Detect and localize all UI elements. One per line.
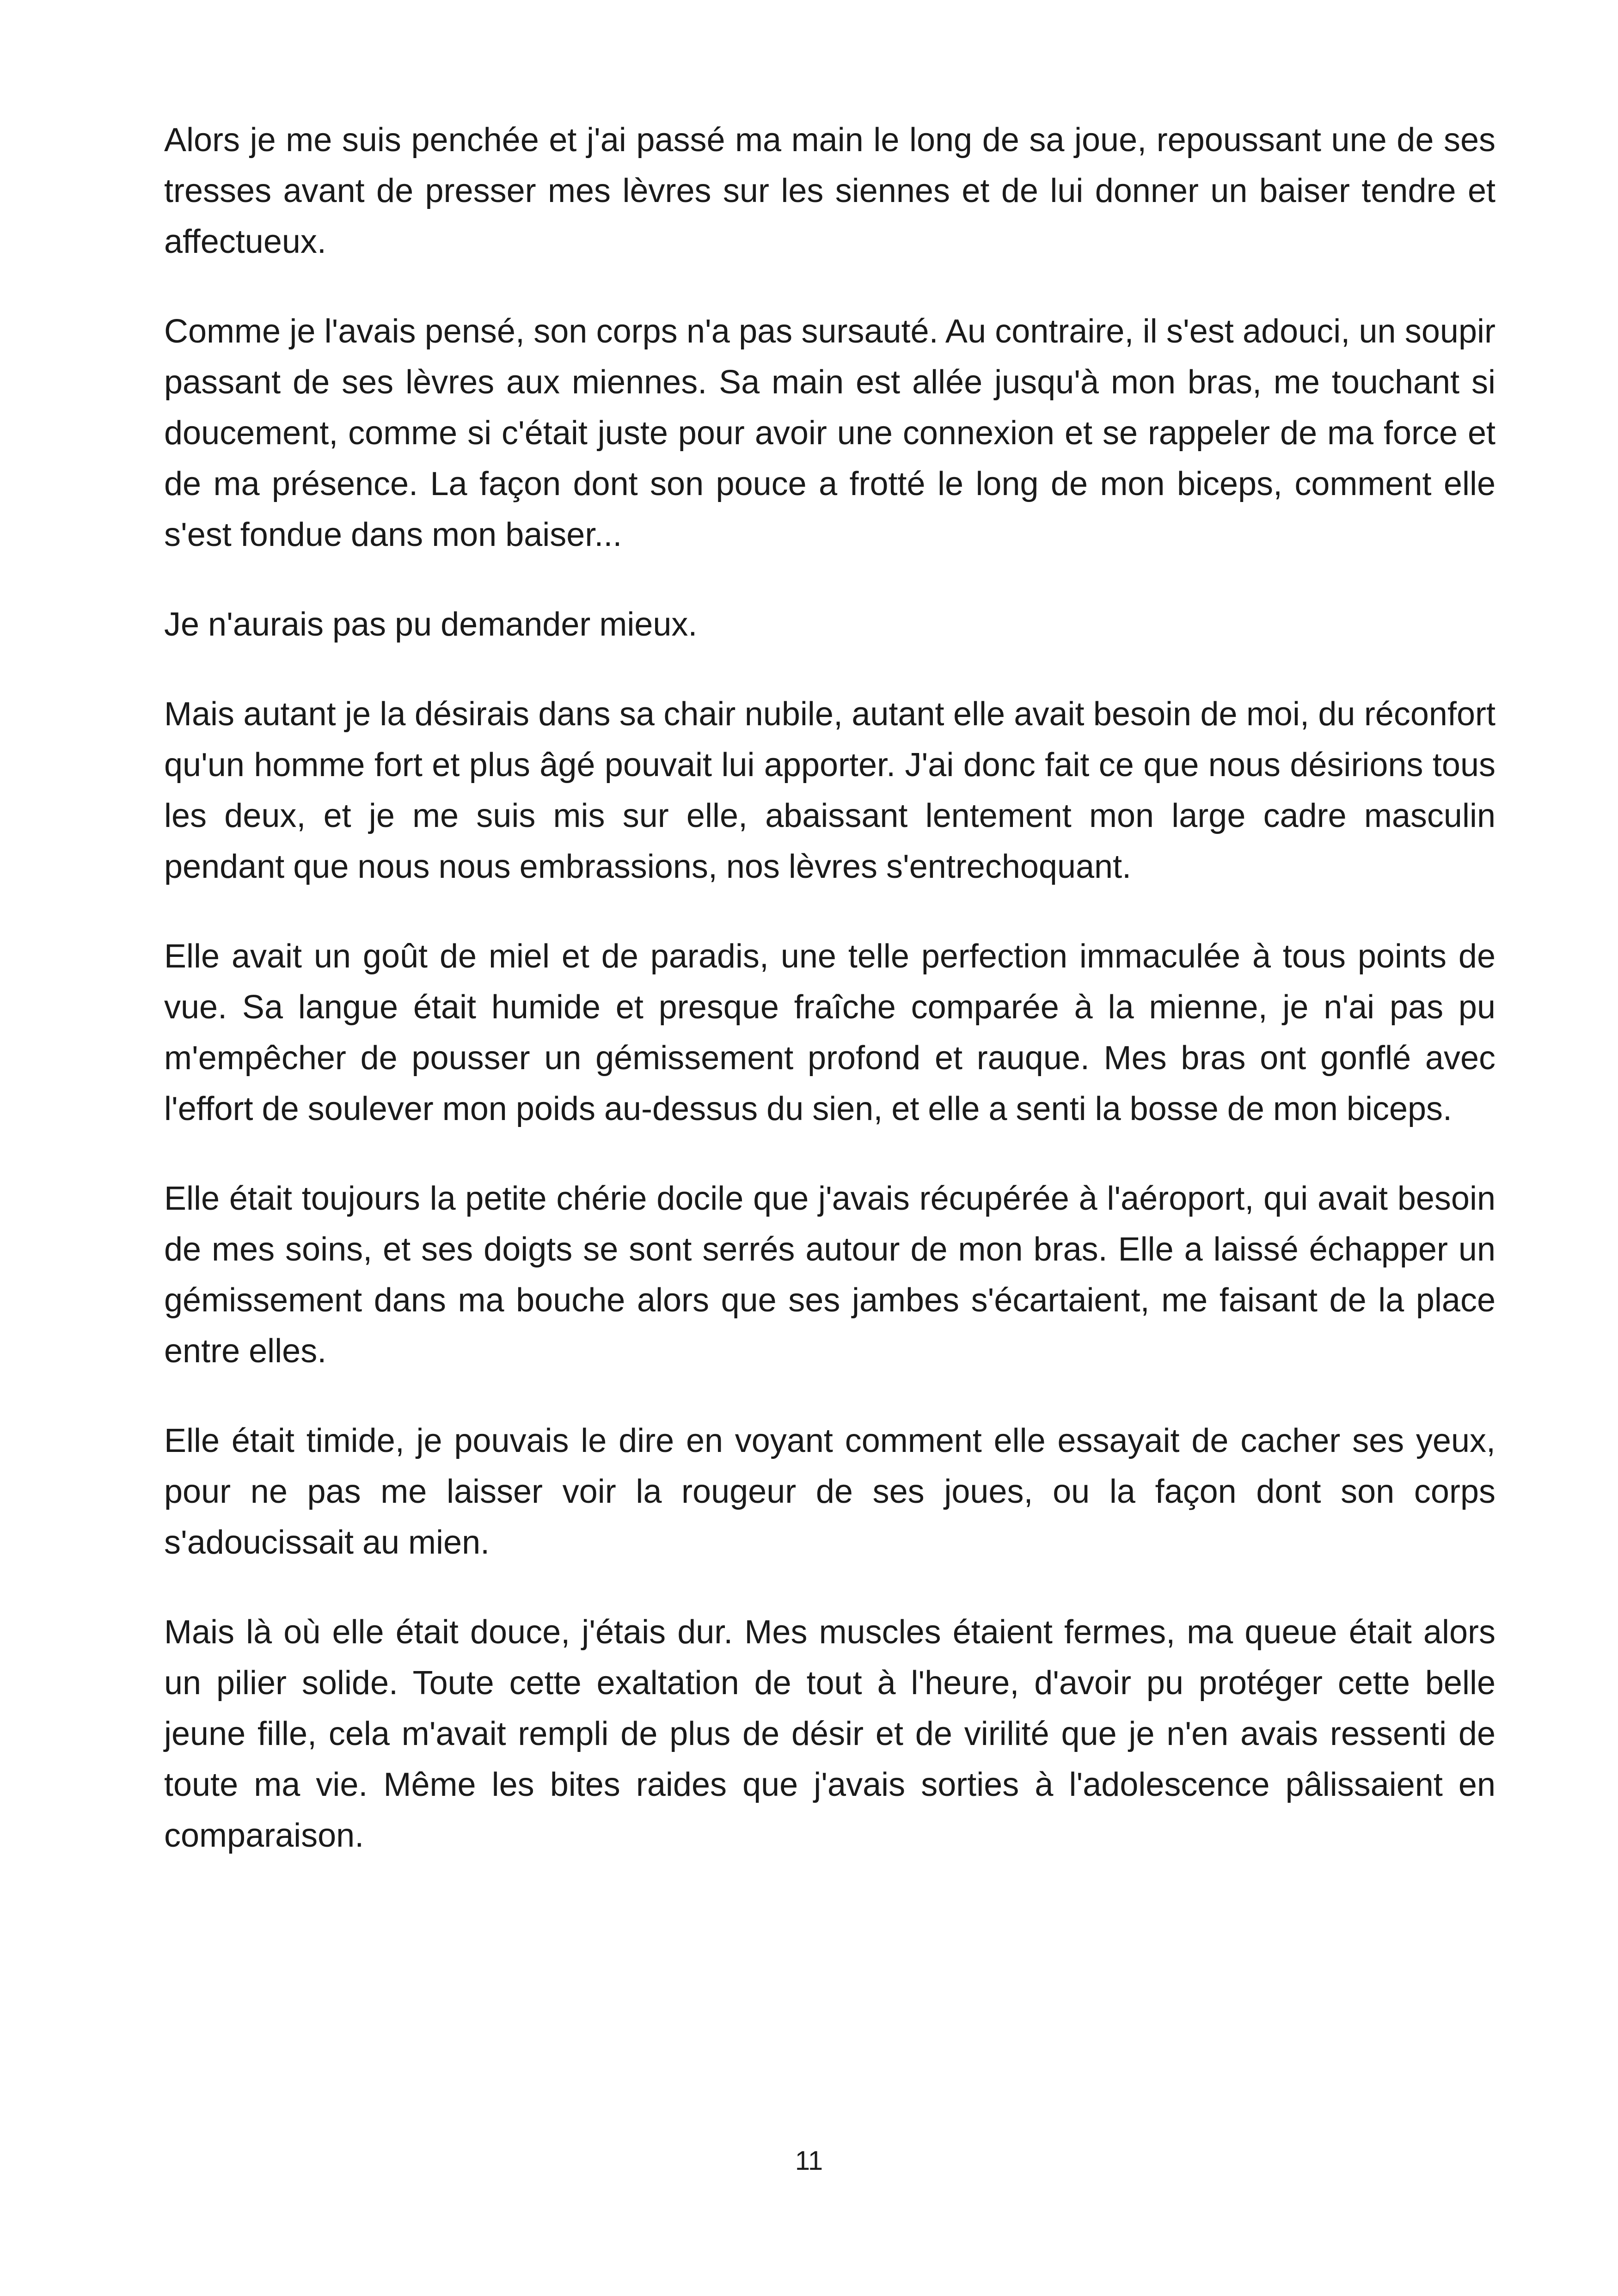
paragraph-1: Alors je me suis penchée et j'ai passé ma main le long de sa joue, repoussant une de ses tresses avant de presser mes lèvres sur les siennes et de lui donner un baiser tendre et affectueux. xyxy=(164,122,1495,260)
paragraph-8: Mais là où elle était douce, j'étais dur. Mes muscles étaient fermes, ma queue était alors un pilier solide. Toute cette exaltation de tout à l'heure, d'avoir pu protéger cette belle jeune fille, cela m'avait rempli de plus de désir et de virilité que je n'en avais ressenti de toute ma vie. Même les bites raides que j'avais sorties à l'adolescence pâlissaient en comparaison. xyxy=(164,1614,1495,1854)
paragraph-2: Comme je l'avais pensé, son corps n'a pas sursauté. Au contraire, il s'est adouci, un soupir passant de ses lèvres aux miennes. Sa main est allée jusqu'à mon bras, me touchant si doucement, comme si c'était juste pour avoir une connexion et se rappeler de ma force et de ma présence. La façon dont son pouce a frotté le long de mon biceps, comment elle s'est fondue dans mon baiser... xyxy=(164,313,1495,553)
paragraph-4: Mais autant je la désirais dans sa chair nubile, autant elle avait besoin de moi, du réconfort qu'un homme fort et plus âgé pouvait lui apporter. J'ai donc fait ce que nous désirions tous les deux, et je me suis mis sur elle, abaissant lentement mon large cadre masculin pendant que nous nous embrassions, nos lèvres s'entrechoquant. xyxy=(164,696,1495,885)
paragraph-3: Je n'aurais pas pu demander mieux. xyxy=(164,606,698,643)
paragraph-6: Elle était toujours la petite chérie docile que j'avais récupérée à l'aéroport, qui avait besoin de mes soins, et ses doigts se sont serrés autour de mon bras. Elle a laissé échapper un gémissement dans ma bouche alors que ses jambes s'écartaient, me faisant de la place entre elles. xyxy=(164,1180,1495,1370)
body-text xyxy=(164,115,1495,1900)
paragraph-7: Elle était timide, je pouvais le dire en voyant comment elle essayait de cacher ses yeux, pour ne pas me laisser voir la rougeur de ses joues, ou la façon dont son corps s'adoucissait au mien. xyxy=(164,1422,1495,1561)
paragraph-5: Elle avait un goût de miel et de paradis, une telle perfection immaculée à tous points de vue. Sa langue était humide et presque fraîche comparée à la mienne, je n'ai pas pu m'empêcher de pousser un gémissement profond et rauque. Mes bras ont gonflé avec l'effort de soulever mon poids au-dessus du sien, et elle a senti la bosse de mon biceps. xyxy=(164,938,1495,1127)
page-number: 11 xyxy=(795,2146,823,2176)
